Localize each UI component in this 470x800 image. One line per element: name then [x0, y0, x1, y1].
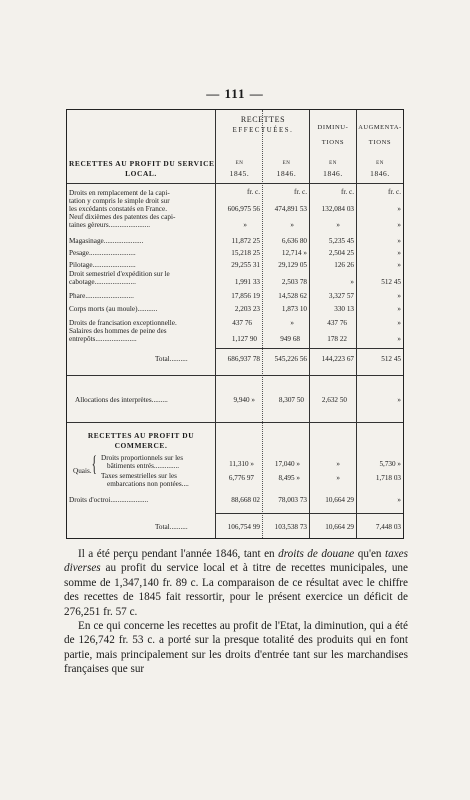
row-label: Salaires des hommes de peine des: [69, 327, 167, 335]
value-1845: 2,203 23: [234, 305, 260, 313]
value-1846: 6,636 80: [281, 237, 307, 245]
unit-label: fr. c.: [294, 188, 307, 196]
value-augmentation: »: [397, 249, 401, 257]
commerce-title-2: COMMERCE.: [114, 441, 168, 450]
total-augmentation: 512 45: [381, 355, 401, 363]
value-1846: 12,714 »: [281, 249, 307, 257]
value-diminution: »: [350, 278, 354, 286]
row-label: Droit semestriel d'expédition sur le: [69, 270, 170, 278]
value-augmentation: »: [397, 335, 401, 343]
total-label: Total..........: [155, 355, 188, 363]
value-1845: 9,940 »: [233, 396, 255, 404]
row-label: tation y compris le simple droit sur: [69, 197, 170, 205]
paragraph: En ce qui concerne les recettes au profit de l'Etat, la diminution, qui a été de 126,742 fr. 53 c. a porté sur la presque totalité des produits qui en font partie, mais principalement sur les droits d'entrée tant sur les marchandises françaises que sur: [64, 620, 408, 676]
section-rule: [67, 375, 403, 376]
value-diminution: 2,632 50: [321, 396, 347, 404]
header-diminutions: DIMINU-: [317, 124, 349, 131]
subtotal-rule: [215, 513, 403, 514]
value-diminution: »: [336, 474, 340, 482]
total-augmentation: 7,448 03: [375, 523, 401, 531]
value-diminution: 2,504 25: [328, 249, 354, 257]
header-en: en: [376, 157, 384, 166]
value-diminution: 132,084 03: [321, 205, 354, 213]
value-1845: 6,776 97: [228, 474, 254, 482]
row-label: taines gèreurs.......................: [69, 221, 151, 229]
header-recettes: RECETTES: [240, 115, 286, 124]
row-label: embarcations non pontées....: [107, 480, 189, 488]
value-1846: 14,528 62: [278, 292, 307, 300]
total-1846: 103,538 73: [274, 523, 307, 531]
paragraph: Il a été perçu pendant l'année 1846, tant en droits de douane qu'en taxes diverses au profit du service local et à titre de recettes municipales, une somme de 1,347,140 fr. 89 c. La comparaison de ce résultat avec le chiffre des recettes de 1845 fait ressortir, pour le présent exercice un déficit de 276,251 fr. 57 c.: [64, 548, 409, 618]
value-1846: 949 68: [280, 335, 300, 343]
row-label: entrepôts.......................: [69, 335, 137, 343]
section-rule: [67, 422, 403, 423]
value-1845: 88,668 02: [231, 496, 260, 504]
unit-label: fr. c.: [341, 188, 354, 196]
value-diminution: 126 26: [334, 261, 354, 269]
revenue-table: [66, 109, 404, 539]
value-augmentation: 1,718 03: [375, 474, 401, 482]
unit-label: fr. c.: [388, 188, 401, 196]
value-1846: 8,307 50: [278, 396, 304, 404]
value-1846: »: [290, 221, 294, 229]
value-diminution: »: [336, 221, 340, 229]
row-label: Droits de francisation exceptionnelle.: [69, 319, 177, 327]
value-augmentation: »: [397, 221, 401, 229]
header-rule: [67, 183, 403, 184]
header-year: 1846.: [276, 169, 297, 178]
value-augmentation: »: [397, 261, 401, 269]
total-1846: 545,226 56: [274, 355, 307, 363]
value-1846: 17,040 »: [274, 460, 300, 468]
header-title-2: LOCAL.: [125, 169, 157, 178]
row-label: Magasinage......................: [69, 237, 144, 245]
page-number: — 111 —: [206, 86, 264, 101]
value-1845: 15,218 25: [231, 249, 260, 257]
value-diminution: 330 13: [334, 305, 354, 313]
value-augmentation: 512 45: [381, 278, 401, 286]
value-augmentation: »: [397, 396, 401, 404]
col-divider: [215, 110, 216, 538]
value-1845: 17,856 19: [231, 292, 260, 300]
value-augmentation: »: [397, 496, 401, 504]
header-year: 1846.: [323, 169, 343, 178]
value-1845: 11,872 25: [231, 237, 260, 245]
value-1845: 1,127 90: [231, 335, 257, 343]
row-label: bâtiments entrés..............: [107, 462, 180, 470]
row-label: Pesage..........................: [69, 249, 136, 257]
header-augmentations-2: TIONS: [368, 139, 392, 146]
row-label: Phare...........................: [69, 292, 134, 300]
value-augmentation: »: [397, 319, 401, 327]
value-diminution: 10,664 29: [325, 496, 354, 504]
value-1846: 2,503 78: [281, 278, 307, 286]
header-augmentations: AUGMENTA-: [358, 124, 402, 131]
header-en: en: [282, 157, 291, 166]
value-augmentation: 5,730 »: [379, 460, 401, 468]
row-label: Neuf dixièmes des patentes des capi-: [69, 213, 176, 221]
row-label: Droits d'octroi.....................: [69, 496, 149, 504]
unit-label: fr. c.: [247, 188, 260, 196]
header-en: en: [329, 157, 337, 166]
value-1845: 437 76: [232, 319, 252, 327]
commerce-title: RECETTES AU PROFIT DU: [87, 431, 195, 440]
subtotal-rule: [215, 348, 403, 349]
col-divider: [262, 110, 263, 538]
value-diminution: 5,235 45: [328, 237, 354, 245]
value-augmentation: »: [397, 305, 401, 313]
row-label: Droits en remplacement de la capi-: [69, 189, 170, 197]
value-1846: 29,129 05: [278, 261, 307, 269]
row-label: les excédants constatés en France.: [69, 205, 167, 213]
value-diminution: »: [336, 460, 340, 468]
row-label: Pilotage........................: [69, 261, 136, 269]
value-diminution: 178 22: [327, 335, 347, 343]
row-label: Droits proportionnels sur les: [101, 454, 184, 462]
total-diminution: 10,664 29: [325, 523, 354, 531]
value-1845: »: [243, 221, 247, 229]
value-1846: 474,891 53: [274, 205, 307, 213]
row-label: cabotage.......................: [69, 278, 136, 286]
value-augmentation: »: [397, 205, 401, 213]
value-augmentation: »: [397, 237, 401, 245]
value-1845: 1,991 33: [234, 278, 260, 286]
value-diminution: 3,327 57: [328, 292, 354, 300]
value-1845: 606,975 56: [227, 205, 260, 213]
value-augmentation: »: [397, 292, 401, 300]
header-year: 1846.: [370, 169, 390, 178]
value-diminution: 437 76: [327, 319, 347, 327]
total-1845: 106,754 99: [227, 523, 260, 531]
value-1845: 29,255 31: [231, 261, 260, 269]
header-effectuees: EFFECTUÉES.: [232, 127, 294, 134]
total-diminution: 144,223 67: [321, 355, 354, 363]
value-1846: 78,003 73: [278, 496, 307, 504]
row-label: Corps morts (au moule)...........: [69, 305, 158, 313]
brace-icon: {: [91, 451, 97, 476]
body-text: [64, 547, 408, 677]
value-1846: »: [290, 319, 294, 327]
total-label: Total..........: [155, 523, 188, 531]
header-title: RECETTES AU PROFIT DU SERVICE: [69, 159, 215, 168]
value-1846: 1,873 10: [281, 305, 307, 313]
row-label: Allocations des interprètes.........: [75, 396, 168, 404]
total-1845: 686,937 78: [227, 355, 260, 363]
value-1846: 8,495 »: [278, 474, 300, 482]
quais-label: Quais.: [73, 467, 92, 475]
header-year: 1845.: [229, 169, 250, 178]
row-label: Taxes semestrielles sur les: [101, 472, 177, 480]
header-diminutions-2: TIONS: [321, 139, 345, 146]
header-en: en: [235, 157, 244, 166]
value-1845: 11,310 »: [229, 460, 254, 468]
